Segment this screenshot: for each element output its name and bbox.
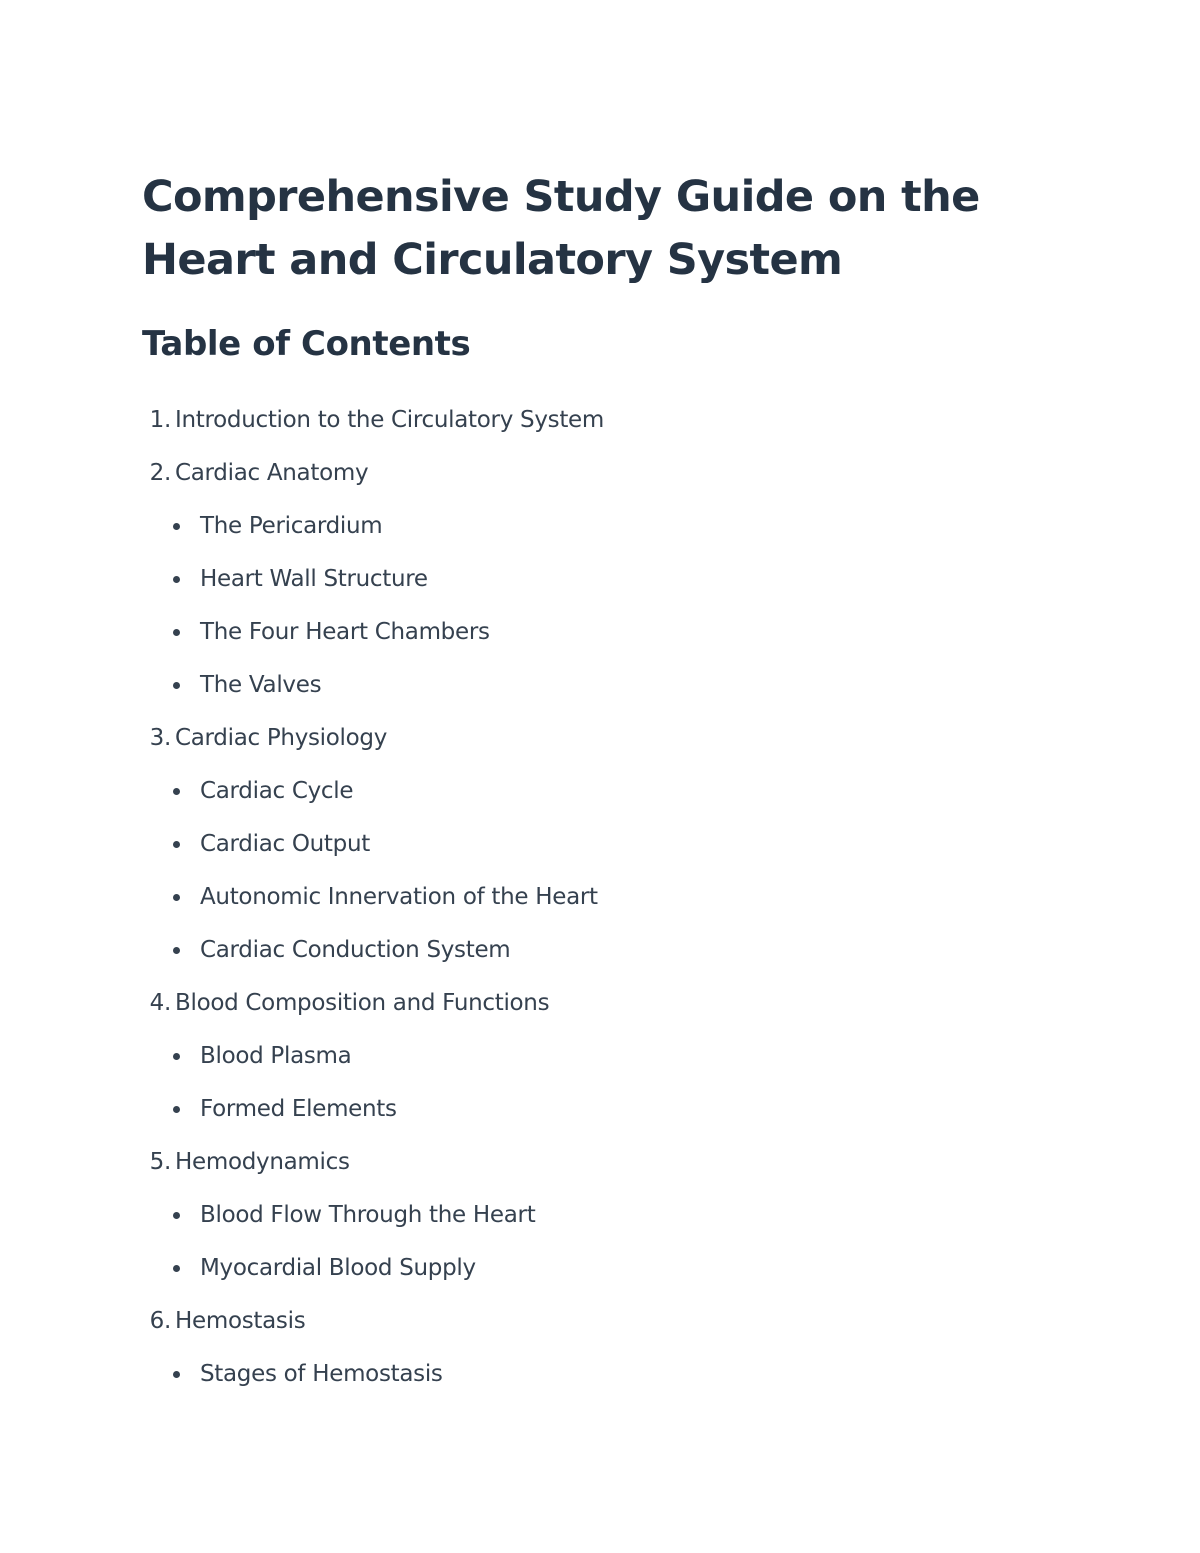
toc-entry-number: 1. [149, 407, 171, 433]
toc-entry[interactable] [142, 447, 1042, 500]
toc-entry-label: Introduction to the Circulatory System [175, 407, 604, 433]
toc-entry-number: 5. [149, 1149, 171, 1175]
toc-entry[interactable] [142, 712, 1042, 765]
toc-subentry-label: Cardiac Cycle [200, 778, 354, 804]
bullet-icon [173, 1371, 180, 1378]
toc-section-2 [142, 447, 1042, 712]
toc-subentry-label: Blood Flow Through the Heart [200, 1202, 536, 1228]
toc-subentry-label: Cardiac Conduction System [200, 937, 511, 963]
bullet-icon [173, 1265, 180, 1272]
bullet-icon [173, 523, 180, 530]
toc-subentry-label: Formed Elements [200, 1096, 397, 1122]
toc-entry[interactable] [142, 394, 1042, 447]
bullet-icon [173, 1212, 180, 1219]
toc-subentry[interactable] [142, 1083, 1042, 1136]
toc-section-3 [142, 712, 1042, 977]
toc-subentry[interactable] [142, 1348, 1042, 1401]
bullet-icon [173, 841, 180, 848]
toc-entry-label: Cardiac Physiology [175, 725, 388, 751]
toc-subentry[interactable] [142, 924, 1042, 977]
toc-entry-number: 4. [149, 990, 171, 1016]
toc-subentry-label: Myocardial Blood Supply [200, 1255, 476, 1281]
toc-subentry[interactable] [142, 659, 1042, 712]
toc-subentry-label: Stages of Hemostasis [200, 1361, 443, 1387]
bullet-icon [173, 1106, 180, 1113]
toc-subentry-label: The Valves [200, 672, 322, 698]
toc-subentry[interactable] [142, 871, 1042, 924]
toc-subentry-label: The Pericardium [200, 513, 383, 539]
toc-sublist [142, 1189, 1042, 1295]
toc-section-6 [142, 1295, 1042, 1401]
bullet-icon [173, 682, 180, 689]
bullet-icon [173, 1053, 180, 1060]
toc-entry-label: Cardiac Anatomy [175, 460, 369, 486]
toc-sublist [142, 1030, 1042, 1136]
bullet-icon [173, 788, 180, 795]
toc-entry-number: 3. [149, 725, 171, 751]
toc-subentry[interactable] [142, 553, 1042, 606]
toc-subentry-label: The Four Heart Chambers [200, 619, 490, 645]
toc-entry[interactable] [142, 977, 1042, 1030]
toc-section-5 [142, 1136, 1042, 1295]
toc-entry[interactable] [142, 1136, 1042, 1189]
toc-subentry[interactable] [142, 606, 1042, 659]
toc-sublist [142, 500, 1042, 712]
toc-heading: Table of Contents [142, 324, 471, 364]
toc-subentry-label: Heart Wall Structure [200, 566, 428, 592]
toc-entry-label: Blood Composition and Functions [175, 990, 550, 1016]
toc-sublist [142, 765, 1042, 977]
toc-subentry-label: Cardiac Output [200, 831, 370, 857]
toc-subentry[interactable] [142, 765, 1042, 818]
document-page [142, 166, 1042, 1401]
toc-entry-label: Hemodynamics [175, 1149, 350, 1175]
toc-entry-number: 2. [149, 460, 171, 486]
bullet-icon [173, 894, 180, 901]
document-title: Comprehensive Study Guide on the Heart and Circulatory System [142, 172, 980, 285]
toc-subentry[interactable] [142, 818, 1042, 871]
toc-entry-number: 6. [149, 1308, 171, 1334]
toc-subentry-label: Blood Plasma [200, 1043, 352, 1069]
toc-subentry[interactable] [142, 1242, 1042, 1295]
toc-subentry-label: Autonomic Innervation of the Heart [200, 884, 598, 910]
table-of-contents [142, 394, 1042, 1401]
bullet-icon [173, 629, 180, 636]
toc-subentry[interactable] [142, 1030, 1042, 1083]
bullet-icon [173, 576, 180, 583]
toc-section-1 [142, 394, 1042, 447]
toc-subentry[interactable] [142, 1189, 1042, 1242]
toc-entry[interactable] [142, 1295, 1042, 1348]
toc-subentry[interactable] [142, 500, 1042, 553]
toc-entry-label: Hemostasis [175, 1308, 306, 1334]
toc-sublist [142, 1348, 1042, 1401]
bullet-icon [173, 947, 180, 954]
toc-section-4 [142, 977, 1042, 1136]
